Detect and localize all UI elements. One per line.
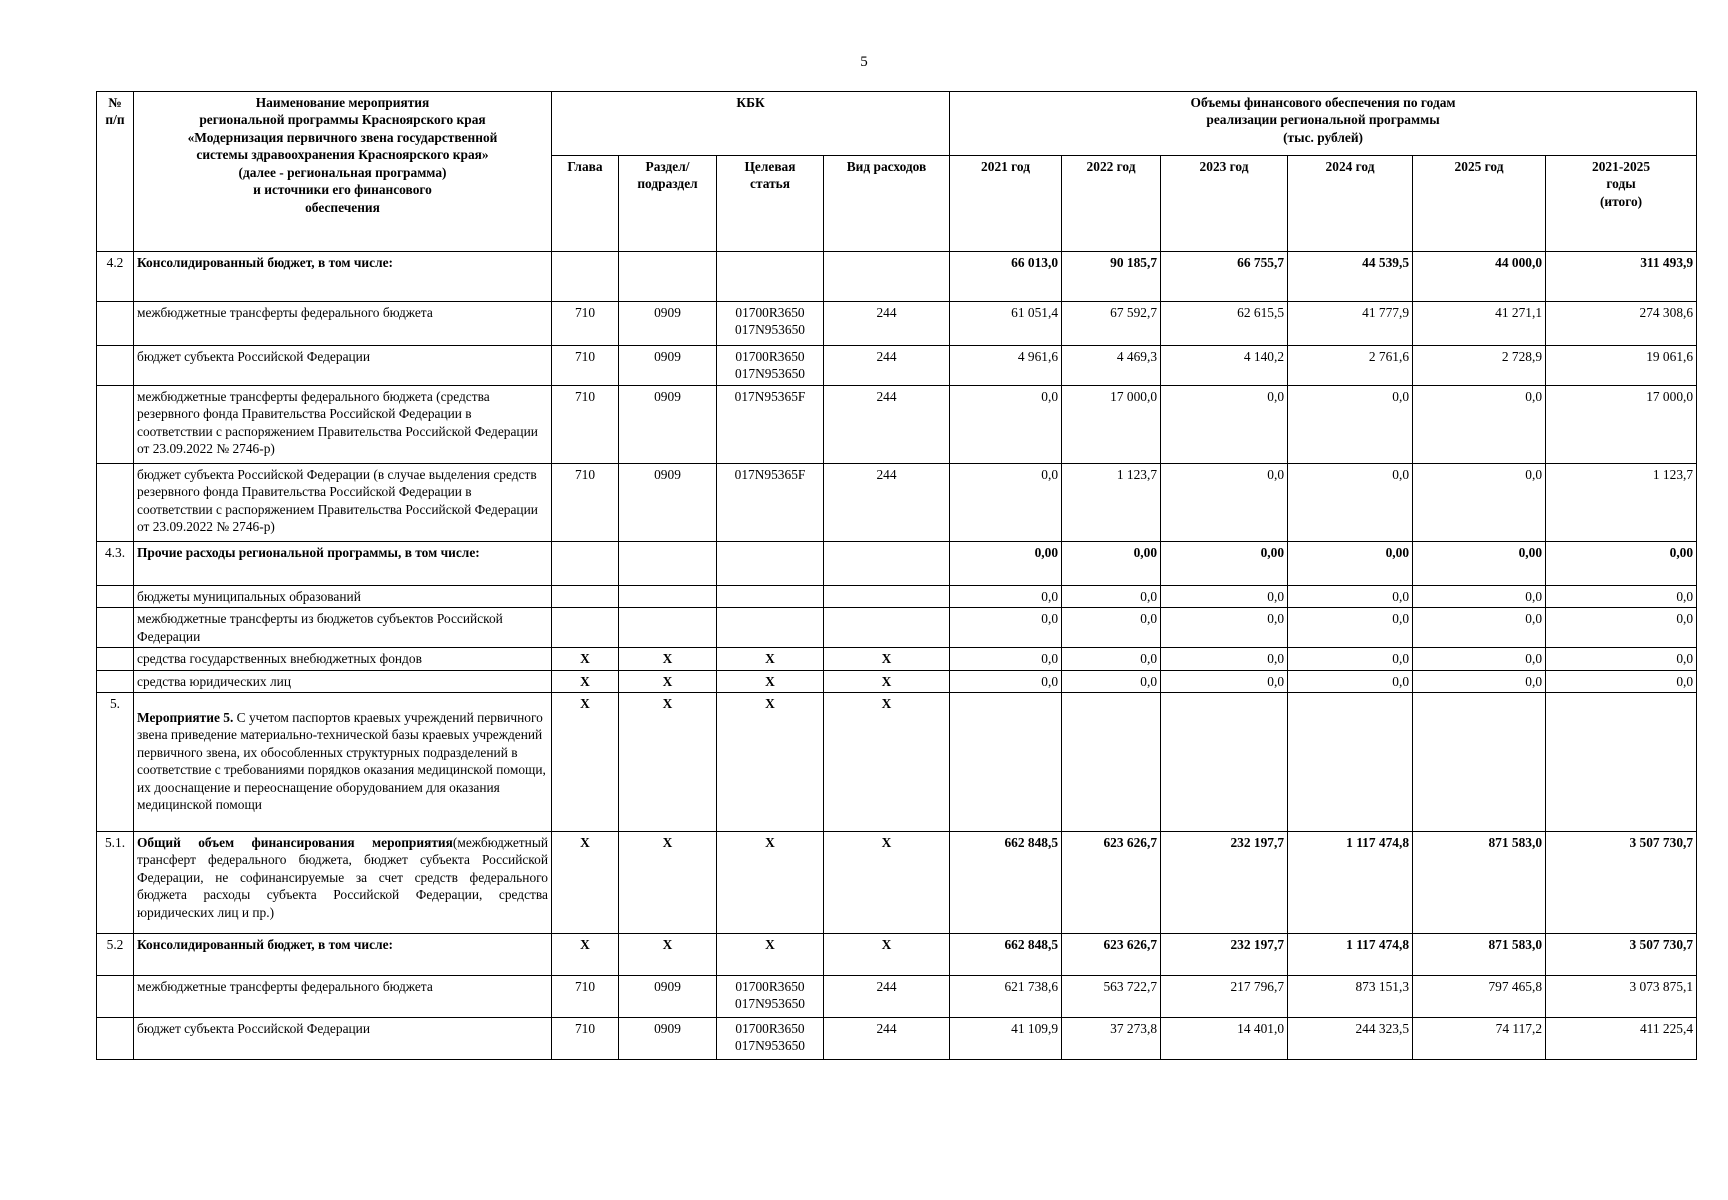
value-total: 274 308,6: [1546, 302, 1697, 346]
row-name: межбюджетные трансферты федерального бюджета (средства резервного фонда Правительства Российской Федерации в соответствии с распоряжением Правительства Российской Федерации от 23.09.2022 № 2746-р): [134, 385, 552, 463]
value-v2025: 74 117,2: [1413, 1017, 1546, 1059]
value-v2022: 0,0: [1062, 670, 1161, 692]
glava-cell: 710: [552, 463, 619, 541]
header-glava: Глава: [552, 156, 619, 252]
row-number: 5.1.: [97, 831, 134, 933]
table-row: [97, 541, 1697, 585]
tsel-cell: [717, 608, 824, 648]
table-row: [97, 831, 1697, 933]
glava-cell: 710: [552, 975, 619, 1017]
row-name: бюджет субъекта Российской Федерации: [134, 346, 552, 386]
value-total: 0,0: [1546, 608, 1697, 648]
value-total: 311 493,9: [1546, 252, 1697, 302]
value-v2021: 0,00: [950, 541, 1062, 585]
value-v2023: 0,0: [1161, 648, 1288, 670]
value-v2024: 0,0: [1288, 648, 1413, 670]
razdel-cell: 0909: [619, 463, 717, 541]
table-row: [97, 463, 1697, 541]
razdel-cell: [619, 585, 717, 607]
razdel-cell: 0909: [619, 1017, 717, 1059]
value-v2024: 1 117 474,8: [1288, 831, 1413, 933]
value-total: 3 073 875,1: [1546, 975, 1697, 1017]
value-v2022: 0,0: [1062, 585, 1161, 607]
vid-cell: [824, 541, 950, 585]
value-v2021: 0,0: [950, 670, 1062, 692]
page-number: 5: [860, 54, 868, 70]
value-v2025: 2 728,9: [1413, 346, 1546, 386]
row-name: бюджет субъекта Российской Федерации (в случае выделения средств резервного фонда Правительства Российской Федерации в соответствии с распоряжением Правительства Российской Федерации от 23.09.2022 № 2746-р): [134, 463, 552, 541]
value-v2021: 4 961,6: [950, 346, 1062, 386]
tsel-cell: X: [717, 933, 824, 975]
row-number: [97, 670, 134, 692]
tsel-cell: 017N95365F: [717, 463, 824, 541]
header-kbk: КБК: [552, 92, 950, 156]
tsel-cell: 017N95365F: [717, 385, 824, 463]
razdel-cell: X: [619, 933, 717, 975]
value-v2025: 0,0: [1413, 585, 1546, 607]
vid-cell: 244: [824, 975, 950, 1017]
value-total: 3 507 730,7: [1546, 933, 1697, 975]
glava-cell: X: [552, 831, 619, 933]
value-total: 0,0: [1546, 648, 1697, 670]
value-v2021: 662 848,5: [950, 831, 1062, 933]
value-total: 0,0: [1546, 585, 1697, 607]
value-v2022: [1062, 692, 1161, 831]
row-number: 4.2: [97, 252, 134, 302]
header-name: Наименование мероприятия региональной программы Красноярского края «Модернизация первичного звена государственной системы здравоохранения Красноярского края» (далее - региональная программа) и источники его финансового обеспечения: [134, 92, 552, 252]
row-name: межбюджетные трансферты федерального бюджета: [134, 302, 552, 346]
table-row: [97, 648, 1697, 670]
vid-cell: 244: [824, 346, 950, 386]
value-v2022: 623 626,7: [1062, 933, 1161, 975]
header-2022: 2022 год: [1062, 156, 1161, 252]
value-v2025: 871 583,0: [1413, 933, 1546, 975]
row-name-text: (межбюджетный трансферт федерального бюджета, бюджет субъекта Российской Федерации, не софинансируемые за счет средств федерального бюджета расходы субъекта Российской Федерации, средства юридических лиц и пр.): [137, 834, 548, 920]
value-total: [1546, 692, 1697, 831]
glava-cell: X: [552, 648, 619, 670]
row-number: [97, 1017, 134, 1059]
vid-cell: X: [824, 933, 950, 975]
value-v2023: 0,0: [1161, 463, 1288, 541]
value-v2021: 0,0: [950, 385, 1062, 463]
vid-cell: X: [824, 648, 950, 670]
table-row: [97, 608, 1697, 648]
header-2024: 2024 год: [1288, 156, 1413, 252]
glava-cell: X: [552, 670, 619, 692]
value-v2023: 0,0: [1161, 385, 1288, 463]
tsel-cell: 01700R3650 017N953650: [717, 346, 824, 386]
vid-cell: 244: [824, 302, 950, 346]
value-total: 17 000,0: [1546, 385, 1697, 463]
razdel-cell: 0909: [619, 385, 717, 463]
value-v2024: 873 151,3: [1288, 975, 1413, 1017]
value-v2025: 0,0: [1413, 463, 1546, 541]
glava-cell: X: [552, 692, 619, 831]
vid-cell: X: [824, 831, 950, 933]
row-name: Консолидированный бюджет, в том числе:: [134, 252, 552, 302]
tsel-cell: [717, 585, 824, 607]
row-number: 5.2: [97, 933, 134, 975]
row-name: бюджет субъекта Российской Федерации: [134, 1017, 552, 1059]
value-total: 0,00: [1546, 541, 1697, 585]
value-v2021: 0,0: [950, 585, 1062, 607]
row-name: бюджеты муниципальных образований: [134, 585, 552, 607]
razdel-cell: X: [619, 648, 717, 670]
tsel-cell: X: [717, 692, 824, 831]
value-v2024: 0,0: [1288, 463, 1413, 541]
value-v2021: 621 738,6: [950, 975, 1062, 1017]
value-total: 19 061,6: [1546, 346, 1697, 386]
value-v2021: 662 848,5: [950, 933, 1062, 975]
value-v2022: 563 722,7: [1062, 975, 1161, 1017]
row-name-bold: Мероприятие 5.: [137, 709, 234, 725]
value-v2025: 871 583,0: [1413, 831, 1546, 933]
value-v2022: 4 469,3: [1062, 346, 1161, 386]
razdel-cell: [619, 608, 717, 648]
value-v2024: 0,0: [1288, 585, 1413, 607]
header-volumes: Объемы финансового обеспечения по годам реализации региональной программы (тыс. рублей): [950, 92, 1697, 156]
value-v2023: 0,0: [1161, 608, 1288, 648]
value-v2021: [950, 692, 1062, 831]
value-v2025: 44 000,0: [1413, 252, 1546, 302]
header-2023: 2023 год: [1161, 156, 1288, 252]
tsel-cell: X: [717, 831, 824, 933]
financing-table: [96, 91, 1697, 1060]
table-row: [97, 975, 1697, 1017]
table-row: [97, 585, 1697, 607]
value-v2023: 14 401,0: [1161, 1017, 1288, 1059]
value-v2022: 90 185,7: [1062, 252, 1161, 302]
value-v2025: 0,0: [1413, 608, 1546, 648]
value-total: 411 225,4: [1546, 1017, 1697, 1059]
value-v2021: 41 109,9: [950, 1017, 1062, 1059]
value-v2023: 0,0: [1161, 670, 1288, 692]
value-total: 1 123,7: [1546, 463, 1697, 541]
value-v2023: 232 197,7: [1161, 831, 1288, 933]
value-v2023: 66 755,7: [1161, 252, 1288, 302]
row-number: [97, 385, 134, 463]
vid-cell: 244: [824, 385, 950, 463]
value-v2022: 17 000,0: [1062, 385, 1161, 463]
value-v2022: 67 592,7: [1062, 302, 1161, 346]
table-row: [97, 252, 1697, 302]
header-2025: 2025 год: [1413, 156, 1546, 252]
row-number: [97, 346, 134, 386]
value-total: 0,0: [1546, 670, 1697, 692]
value-v2022: 0,00: [1062, 541, 1161, 585]
vid-cell: 244: [824, 1017, 950, 1059]
vid-cell: X: [824, 670, 950, 692]
glava-cell: 710: [552, 346, 619, 386]
value-v2025: [1413, 692, 1546, 831]
table-row: [97, 1017, 1697, 1059]
row-number: [97, 608, 134, 648]
value-v2023: 232 197,7: [1161, 933, 1288, 975]
razdel-cell: X: [619, 831, 717, 933]
value-v2024: 0,0: [1288, 608, 1413, 648]
table-row: [97, 933, 1697, 975]
table-row: [97, 692, 1697, 831]
value-v2025: 797 465,8: [1413, 975, 1546, 1017]
razdel-cell: [619, 541, 717, 585]
value-v2021: 66 013,0: [950, 252, 1062, 302]
value-total: 3 507 730,7: [1546, 831, 1697, 933]
tsel-cell: X: [717, 670, 824, 692]
header-total: 2021-2025 годы (итого): [1546, 156, 1697, 252]
glava-cell: 710: [552, 385, 619, 463]
glava-cell: [552, 608, 619, 648]
header-2021: 2021 год: [950, 156, 1062, 252]
glava-cell: [552, 252, 619, 302]
row-number: [97, 585, 134, 607]
value-v2024: 2 761,6: [1288, 346, 1413, 386]
row-name: средства государственных внебюджетных фондов: [134, 648, 552, 670]
glava-cell: [552, 541, 619, 585]
value-v2022: 0,0: [1062, 648, 1161, 670]
glava-cell: X: [552, 933, 619, 975]
value-v2022: 37 273,8: [1062, 1017, 1161, 1059]
header-num: № п/п: [97, 92, 134, 252]
razdel-cell: X: [619, 692, 717, 831]
value-v2022: 1 123,7: [1062, 463, 1161, 541]
value-v2025: 0,0: [1413, 670, 1546, 692]
value-v2021: 61 051,4: [950, 302, 1062, 346]
tsel-cell: [717, 252, 824, 302]
table-row: [97, 346, 1697, 386]
value-v2025: 0,00: [1413, 541, 1546, 585]
value-v2021: 0,0: [950, 608, 1062, 648]
value-v2023: 0,00: [1161, 541, 1288, 585]
value-v2025: 41 271,1: [1413, 302, 1546, 346]
value-v2024: 0,00: [1288, 541, 1413, 585]
row-name: межбюджетные трансферты федерального бюджета: [134, 975, 552, 1017]
tsel-cell: X: [717, 648, 824, 670]
value-v2025: 0,0: [1413, 648, 1546, 670]
vid-cell: [824, 585, 950, 607]
row-name: [134, 831, 552, 933]
header-razdel: Раздел/ подраздел: [619, 156, 717, 252]
row-name: межбюджетные трансферты из бюджетов субъектов Российской Федерации: [134, 608, 552, 648]
row-name: [134, 692, 552, 831]
value-v2023: [1161, 692, 1288, 831]
vid-cell: 244: [824, 463, 950, 541]
value-v2024: 244 323,5: [1288, 1017, 1413, 1059]
value-v2023: 217 796,7: [1161, 975, 1288, 1017]
row-name: средства юридических лиц: [134, 670, 552, 692]
tsel-cell: 01700R3650 017N953650: [717, 975, 824, 1017]
value-v2022: 623 626,7: [1062, 831, 1161, 933]
tsel-cell: [717, 541, 824, 585]
value-v2023: 62 615,5: [1161, 302, 1288, 346]
header-tsel: Целевая статья: [717, 156, 824, 252]
value-v2024: 41 777,9: [1288, 302, 1413, 346]
vid-cell: X: [824, 692, 950, 831]
glava-cell: 710: [552, 1017, 619, 1059]
value-v2023: 4 140,2: [1161, 346, 1288, 386]
razdel-cell: 0909: [619, 975, 717, 1017]
tsel-cell: 01700R3650 017N953650: [717, 1017, 824, 1059]
row-name-text: С учетом паспортов краевых учреждений первичного звена приведение материально-технической базы краевых учреждений первичного звена, их обособленных структурных подразделений в соответствие с требованиями порядков оказания медицинской помощи, их дооснащение и переоснащение оборудованием для оказания медицинской помощи: [137, 709, 546, 813]
value-v2024: 1 117 474,8: [1288, 933, 1413, 975]
vid-cell: [824, 252, 950, 302]
value-v2021: 0,0: [950, 648, 1062, 670]
row-name: Консолидированный бюджет, в том числе:: [134, 933, 552, 975]
razdel-cell: X: [619, 670, 717, 692]
tsel-cell: 01700R3650 017N953650: [717, 302, 824, 346]
row-number: [97, 302, 134, 346]
row-number: [97, 648, 134, 670]
table-row: [97, 302, 1697, 346]
row-name-bold: Общий объем финансирования мероприятия: [137, 834, 453, 850]
value-v2022: 0,0: [1062, 608, 1161, 648]
header-vid: Вид расходов: [824, 156, 950, 252]
razdel-cell: 0909: [619, 302, 717, 346]
row-number: 4.3.: [97, 541, 134, 585]
table-row: [97, 670, 1697, 692]
glava-cell: 710: [552, 302, 619, 346]
value-v2024: 44 539,5: [1288, 252, 1413, 302]
razdel-cell: [619, 252, 717, 302]
razdel-cell: 0909: [619, 346, 717, 386]
value-v2025: 0,0: [1413, 385, 1546, 463]
value-v2021: 0,0: [950, 463, 1062, 541]
value-v2024: [1288, 692, 1413, 831]
vid-cell: [824, 608, 950, 648]
value-v2023: 0,0: [1161, 585, 1288, 607]
value-v2024: 0,0: [1288, 385, 1413, 463]
glava-cell: [552, 585, 619, 607]
row-number: 5.: [97, 692, 134, 831]
row-number: [97, 975, 134, 1017]
value-v2024: 0,0: [1288, 670, 1413, 692]
row-name: Прочие расходы региональной программы, в том числе:: [134, 541, 552, 585]
table-row: [97, 385, 1697, 463]
row-number: [97, 463, 134, 541]
